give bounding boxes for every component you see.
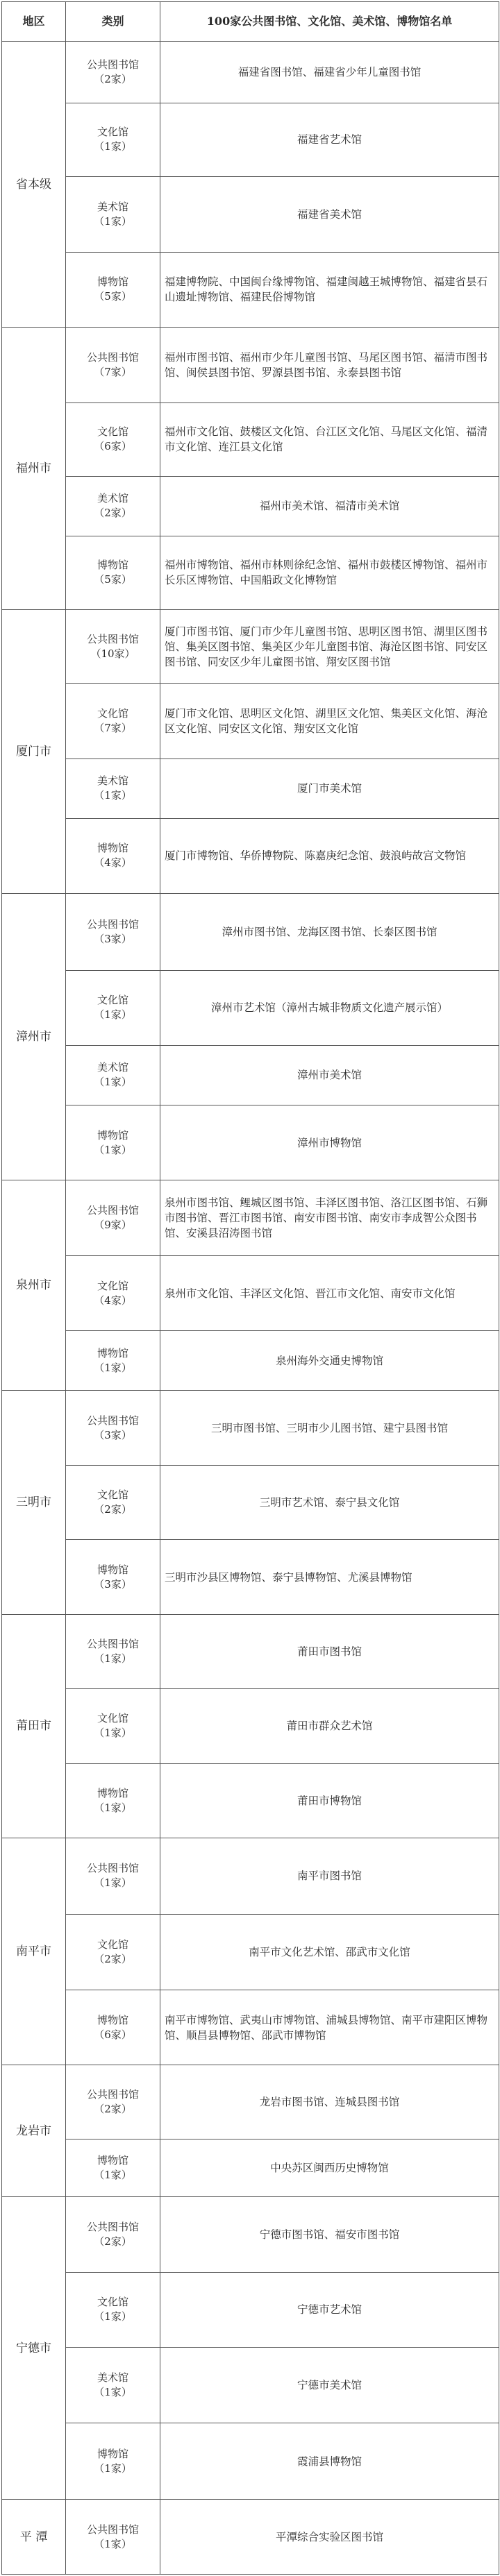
table-row — [2, 759, 499, 819]
table-row — [2, 1466, 499, 1539]
institution-names-cell: 福建省艺术馆 — [160, 103, 499, 176]
category-cell: 博物馆 （5家） — [66, 536, 160, 609]
category-cell: 文化馆 （4家） — [66, 1255, 160, 1331]
table-row — [2, 2065, 499, 2139]
table-row — [2, 1255, 499, 1331]
category-cell: 博物馆 （1家） — [66, 1764, 160, 1838]
table-row — [2, 1688, 499, 1764]
institution-names-cell: 厦门市图书馆、厦门市少年儿童图书馆、思明区图书馆、湖里区图书馆、集美区图书馆、集美区少年儿童图书馆、海沧区图书馆、同安区图书馆、同安区少年儿童图书馆、翔安区图书馆 — [160, 610, 499, 684]
table-row — [2, 1915, 499, 1990]
region-cell: 漳州市 — [2, 894, 66, 1180]
institution-names-cell: 莆田市图书馆 — [160, 1615, 499, 1688]
institution-names-cell: 漳州市博物馆 — [160, 1105, 499, 1180]
institution-names-cell: 南平市博物馆、武夷山市博物馆、浦城县博物馆、南平市建阳区博物馆、顺昌县博物馆、邵武市博物馆 — [160, 1990, 499, 2065]
institution-names-cell: 龙岩市图书馆、连城县图书馆 — [160, 2065, 499, 2139]
table-row — [2, 1539, 499, 1615]
table-row — [2, 1046, 499, 1105]
institution-names-cell: 福州市图书馆、福州市少年儿童图书馆、马尾区图书馆、福清市图书馆、闽侯县图书馆、罗源县图书馆、永泰县图书馆 — [160, 328, 499, 403]
institution-names-cell: 宁德市美术馆 — [160, 2348, 499, 2423]
table-row — [2, 2500, 499, 2575]
table-row — [2, 1180, 499, 1256]
category-cell: 公共图书馆 （1家） — [66, 1615, 160, 1688]
region-cell: 厦门市 — [2, 610, 66, 894]
category-cell: 文化馆 （6家） — [66, 402, 160, 476]
table-row — [2, 1331, 499, 1391]
table-row — [2, 894, 499, 971]
table-row — [2, 2348, 499, 2423]
category-cell: 美术馆 （1家） — [66, 759, 160, 819]
category-cell: 文化馆 （1家） — [66, 103, 160, 176]
table-row — [2, 536, 499, 609]
category-cell: 文化馆 （1家） — [66, 1688, 160, 1764]
category-cell: 公共图书馆 （1家） — [66, 1838, 160, 1915]
table-row — [2, 610, 499, 684]
category-cell: 博物馆 （1家） — [66, 1105, 160, 1180]
region-cell: 莆田市 — [2, 1615, 66, 1838]
category-cell: 博物馆 （1家） — [66, 2139, 160, 2196]
institution-names-cell: 三明市沙县区博物馆、泰宁县博物馆、尤溪县博物馆 — [160, 1539, 499, 1615]
category-cell: 博物馆 （4家） — [66, 818, 160, 894]
institution-names-cell: 南平市图书馆 — [160, 1838, 499, 1915]
institution-names-cell: 泉州海外交通史博物馆 — [160, 1331, 499, 1391]
category-cell: 美术馆 （1家） — [66, 2348, 160, 2423]
category-cell: 公共图书馆 （2家） — [66, 42, 160, 103]
category-cell: 公共图书馆 （10家） — [66, 610, 160, 684]
institution-names-cell: 厦门市博物馆、华侨博物院、陈嘉庚纪念馆、鼓浪屿故宫文物馆 — [160, 818, 499, 894]
institution-names-cell: 漳州市美术馆 — [160, 1046, 499, 1105]
institution-names-cell: 三明市图书馆、三明市少儿图书馆、建宁县图书馆 — [160, 1390, 499, 1466]
institution-names-cell: 福建省美术馆 — [160, 177, 499, 253]
table-row — [2, 252, 499, 328]
category-cell: 文化馆 （2家） — [66, 1466, 160, 1539]
region-cell: 三明市 — [2, 1390, 66, 1614]
table-row — [2, 2272, 499, 2348]
category-cell: 博物馆 （1家） — [66, 1331, 160, 1391]
institution-names-cell: 福州市博物馆、福州市林则徐纪念馆、福州市鼓楼区博物馆、福州市长乐区博物馆、中国船政文化博物馆 — [160, 536, 499, 609]
table-row — [2, 103, 499, 176]
category-cell: 文化馆 （7家） — [66, 684, 160, 759]
table-row — [2, 684, 499, 759]
institution-names-cell: 福建省图书馆、福建省少年儿童图书馆 — [160, 42, 499, 103]
table-row — [2, 1105, 499, 1180]
category-cell: 博物馆 （3家） — [66, 1539, 160, 1615]
institution-names-cell: 厦门市美术馆 — [160, 759, 499, 819]
category-cell: 公共图书馆 （3家） — [66, 894, 160, 971]
table-body — [2, 42, 499, 2575]
institution-names-cell: 三明市艺术馆、泰宁县文化馆 — [160, 1466, 499, 1539]
category-cell: 公共图书馆 （2家） — [66, 2065, 160, 2139]
region-cell: 福州市 — [2, 328, 66, 610]
region-cell: 平 潭 — [2, 2500, 66, 2575]
table-row — [2, 1615, 499, 1688]
category-cell: 博物馆 （6家） — [66, 1990, 160, 2065]
institution-names-cell: 福建博物院、中国闽台缘博物馆、福建闽越王城博物馆、福建省昙石山遗址博物馆、福建民俗博物馆 — [160, 252, 499, 328]
institution-names-cell: 漳州市艺术馆（漳州古城非物质文化遗产展示馆） — [160, 970, 499, 1046]
table-row — [2, 2139, 499, 2196]
museum-library-list-table — [1, 1, 499, 2575]
category-cell: 美术馆 （2家） — [66, 477, 160, 536]
category-cell: 美术馆 （1家） — [66, 177, 160, 253]
region-cell: 南平市 — [2, 1838, 66, 2065]
table-row — [2, 42, 499, 103]
category-cell: 公共图书馆 （7家） — [66, 328, 160, 403]
category-cell: 文化馆 （1家） — [66, 2272, 160, 2348]
table-row — [2, 402, 499, 476]
institution-names-cell: 泉州市文化馆、丰泽区文化馆、晋江市文化馆、南安市文化馆 — [160, 1255, 499, 1331]
table-row — [2, 2423, 499, 2500]
category-cell: 文化馆 （1家） — [66, 970, 160, 1046]
table-row — [2, 970, 499, 1046]
institution-names-cell: 厦门市文化馆、思明区文化馆、湖里区文化馆、集美区文化馆、海沧区文化馆、同安区文化馆、翔安区文化馆 — [160, 684, 499, 759]
table-header-row — [2, 2, 499, 42]
category-cell: 公共图书馆 （1家） — [66, 2500, 160, 2575]
category-cell: 博物馆 （5家） — [66, 252, 160, 328]
institution-names-cell: 漳州市图书馆、龙海区图书馆、长泰区图书馆 — [160, 894, 499, 971]
institution-names-cell: 南平市文化艺术馆、邵武市文化馆 — [160, 1915, 499, 1990]
category-cell: 公共图书馆 （3家） — [66, 1390, 160, 1466]
category-cell: 博物馆 （1家） — [66, 2423, 160, 2500]
table-row — [2, 1990, 499, 2065]
region-cell: 宁德市 — [2, 2197, 66, 2500]
category-cell: 美术馆 （1家） — [66, 1046, 160, 1105]
category-cell: 公共图书馆 （2家） — [66, 2197, 160, 2273]
region-cell: 泉州市 — [2, 1180, 66, 1391]
institution-names-cell: 霞浦县博物馆 — [160, 2423, 499, 2500]
table-row — [2, 1764, 499, 1838]
table-row — [2, 2197, 499, 2273]
header-category: 类别 — [66, 2, 160, 42]
institution-names-cell: 宁德市图书馆、福安市图书馆 — [160, 2197, 499, 2273]
table-row — [2, 177, 499, 253]
table-row — [2, 1390, 499, 1466]
institution-names-cell: 平潭综合实验区图书馆 — [160, 2500, 499, 2575]
table-row — [2, 1838, 499, 1915]
region-cell: 龙岩市 — [2, 2065, 66, 2197]
header-region: 地区 — [2, 2, 66, 42]
region-cell: 省本级 — [2, 42, 66, 328]
institution-names-cell: 福州市美术馆、福清市美术馆 — [160, 477, 499, 536]
institution-names-cell: 福州市文化馆、鼓楼区文化馆、台江区文化馆、马尾区文化馆、福清市文化馆、连江县文化馆 — [160, 402, 499, 476]
institution-names-cell: 泉州市图书馆、鲤城区图书馆、丰泽区图书馆、洛江区图书馆、石狮市图书馆、晋江市图书馆、南安市图书馆、南安市李成智公众图书馆、安溪县沼涛图书馆 — [160, 1180, 499, 1256]
category-cell: 文化馆 （2家） — [66, 1915, 160, 1990]
table-row — [2, 477, 499, 536]
institution-names-cell: 莆田市博物馆 — [160, 1764, 499, 1838]
institution-names-cell: 中央苏区闽西历史博物馆 — [160, 2139, 499, 2196]
table-row — [2, 818, 499, 894]
category-cell: 公共图书馆 （9家） — [66, 1180, 160, 1256]
institution-names-cell: 莆田市群众艺术馆 — [160, 1688, 499, 1764]
header-list: 100家公共图书馆、文化馆、美术馆、博物馆名单 — [160, 2, 499, 42]
institution-names-cell: 宁德市艺术馆 — [160, 2272, 499, 2348]
table-row — [2, 328, 499, 403]
